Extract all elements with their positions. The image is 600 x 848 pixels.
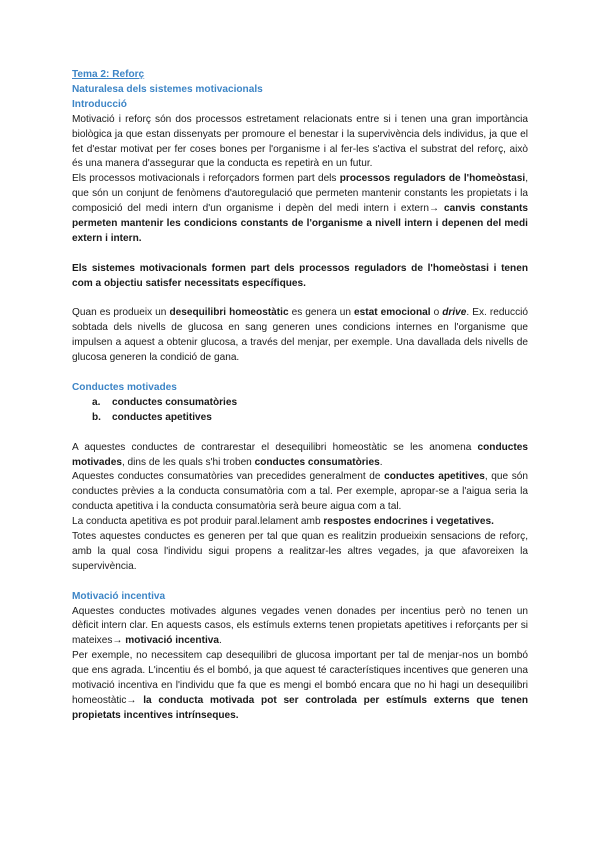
section-heading-motivacio-incentiva: Motivació incentiva bbox=[72, 590, 166, 602]
section-heading-conductes: Conductes motivades bbox=[72, 381, 177, 393]
section-heading-introduccio: Introducció bbox=[72, 98, 127, 110]
intro-paragraph-2: Els processos motivacionals i reforçadors formen part dels processos reguladors de l'homeòstasi, que són un conjunt de fenòmens d'autoregulació que permeten mantenir constants les propietats i la composició del medi intern d'un organisme i depèn del medi intern i extern→ canvis constants permeten mantenir les condicions constants de l'organisme a nivell intern i depenen del medi extern i intern. bbox=[72, 173, 528, 244]
conductes-list bbox=[72, 396, 528, 426]
incentiva-paragraph-1: Aquestes conductes motivades algunes vegades venen donades per incentius però no tenen un dèficit intern clar. En aquests casos, els estímuls externs tenen propietats apetitives i reforçants per si mateixes→ motivació incentiva. bbox=[72, 605, 528, 647]
list-item: b. conductes apetitives bbox=[92, 411, 212, 423]
document-page bbox=[72, 68, 528, 724]
intro-paragraph-4: Quan es produeix un desequilibri homeostàtic es genera un estat emocional o drive. Ex. reducció sobtada dels nivells de glucosa en sang generen unes condicions internes en l'organisme que impulsen a aquest a obtenir glucosa, a través del menjar, per exemple. Una davallada dels nivells de glucosa generen la condició de gana. bbox=[72, 307, 528, 364]
list-item: a. conductes consumatòries bbox=[92, 396, 238, 408]
subtitle: Naturalesa dels sistemes motivacionals bbox=[72, 83, 263, 95]
intro-paragraph-1: Motivació i reforç són dos processos estretament relacionats entre si i tenen una gran importància biològica ja que estan dissenyats per promoure el benestar i la supervivència dels individus, ja que el fet d'estar motivat per fer coses bones per l'organisme i al fer-les s'activa el substrat del reforç, això és una manera d'assegurar que la conducta es repetirà en un futur. bbox=[72, 113, 528, 170]
conductes-paragraph-2: Aquestes conductes consumatòries van precedides generalment de conductes apetitives, que són conductes prèvies a la conducta consumatòria com a tal. Per exemple, apropar-se a l'aigua seria la conducta apetitiva i la conducta consumatòria serà beure aigua com a tal. bbox=[72, 471, 528, 513]
topic-title: Tema 2: Reforç bbox=[72, 69, 145, 80]
incentiva-paragraph-2: Per exemple, no necessitem cap desequilibri de glucosa important per tal de menjar-nos un bombó que ens agrada. L'incentiu és el bombó, ja que aquest té característiques incentives que generen una motivació incentiva en l'individu que fa que es mengi el bombó encara que no hi hagi un desequilibri homeostàtic→ la conducta motivada pot ser controlada per estímuls externs que tenen propietats incentives intrínseques. bbox=[72, 650, 528, 721]
conductes-paragraph-4: Totes aquestes conductes es generen per tal que quan es realitzin produeixin sensacions de reforç, amb la qual cosa l'individu sigui propens a realitzar-les altres vegades, ja que afavoreixen la supervivència. bbox=[72, 531, 528, 572]
intro-paragraph-3: Els sistemes motivacionals formen part dels processos reguladors de l'homeòstasi i tenen com a objectiu satisfer necessitats específiques. bbox=[72, 262, 528, 289]
conductes-paragraph-3: La conducta apetitiva es pot produir paral.lelament amb respostes endocrines i vegetatives. bbox=[72, 516, 494, 528]
conductes-paragraph-1: A aquestes conductes de contrarestar el desequilibri homeostàtic se les anomena conductes motivades, dins de les quals s'hi troben conductes consumatòries. bbox=[72, 441, 528, 468]
